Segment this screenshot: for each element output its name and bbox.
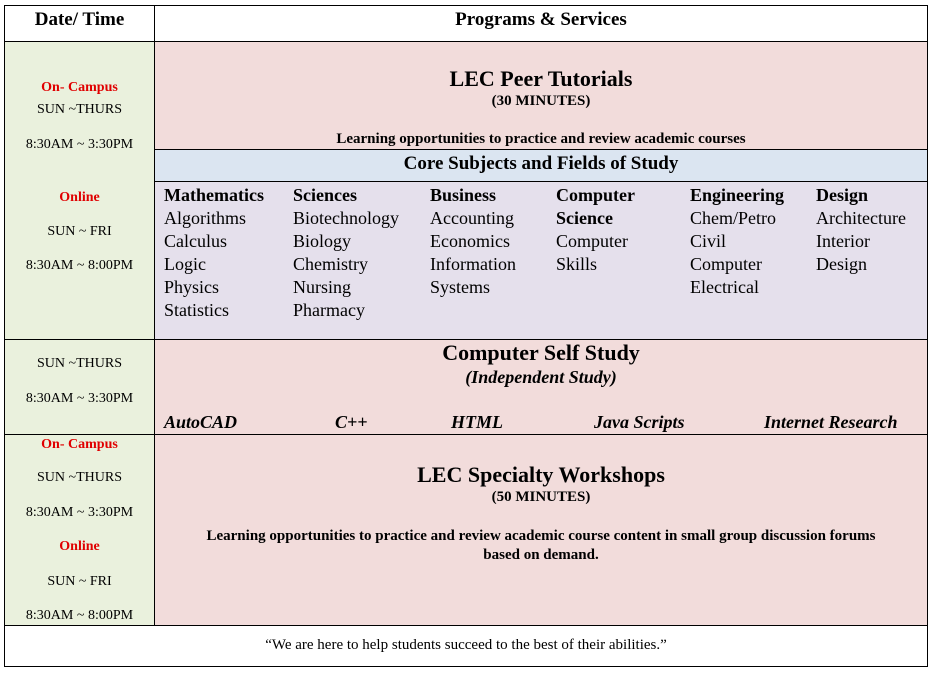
core-subjects-title: Core Subjects and Fields of Study [403, 153, 679, 174]
row3-schedule [5, 435, 154, 625]
subject-item: Civil [690, 231, 727, 251]
column-computer-science [556, 184, 635, 276]
self-study-hours: 8:30AM ~ 3:30PM [25, 391, 134, 406]
peer-tutorials-description: Learning opportunities to practice and review academic courses [336, 131, 746, 147]
subject-item: Interior [816, 231, 870, 251]
date-time-header: Date/ Time [34, 9, 125, 30]
self-study-subtitle: (Independent Study) [465, 367, 617, 387]
footer [5, 626, 927, 666]
subject-item: Pharmacy [293, 300, 365, 320]
workshops-description-line2: based on demand. [483, 547, 599, 563]
peer-tutorials-duration: (30 MINUTES) [491, 93, 591, 109]
subject-item: Skills [556, 254, 598, 274]
tool-html: HTML [451, 412, 503, 432]
column-head: Design [816, 185, 869, 205]
column-design [816, 184, 906, 276]
subject-item: Economics [430, 231, 510, 251]
column-business [430, 184, 516, 299]
subject-item: Calculus [164, 231, 227, 251]
subject-item: Architecture [816, 208, 906, 228]
subject-item: Electrical [690, 277, 759, 297]
subject-item: Physics [164, 277, 220, 297]
subject-item: Algorithms [164, 208, 247, 228]
subject-item: Accounting [430, 208, 514, 228]
subject-item: Nursing [293, 277, 351, 297]
subject-item: Design [816, 254, 867, 274]
tool-internet-research: Internet Research [764, 412, 898, 432]
column-head: Sciences [293, 185, 357, 205]
online-days: SUN ~ FRI [47, 224, 112, 239]
workshops-title: LEC Specialty Workshops [417, 462, 665, 487]
self-study-title: Computer Self Study [442, 340, 640, 365]
row2-schedule [5, 340, 154, 434]
footer-quote: “We are here to help students succeed to the best of their abilities.” [265, 637, 667, 653]
online-label: Online [59, 190, 100, 205]
subject-item: Computer [556, 231, 628, 251]
campus-days: SUN ~THURS [37, 102, 122, 117]
column-head: Science [556, 208, 613, 228]
online-hours: 8:30AM ~ 8:00PM [25, 608, 134, 623]
column-head: Engineering [690, 185, 785, 205]
core-subjects-title-box [155, 150, 927, 181]
subject-item: Statistics [164, 300, 230, 320]
online-hours: 8:30AM ~ 8:00PM [25, 258, 134, 273]
subject-item: Information [430, 254, 516, 274]
online-label: Online [59, 539, 100, 554]
subject-item: Systems [430, 277, 491, 297]
row1-schedule [5, 42, 154, 339]
tool-cpp: C++ [335, 412, 368, 432]
online-days: SUN ~ FRI [47, 574, 112, 589]
on-campus-label: On- Campus [41, 437, 118, 452]
subject-item: Computer [690, 254, 762, 274]
subject-item: Chem/Petro [690, 208, 776, 228]
on-campus-label: On- Campus [41, 80, 118, 95]
workshops [155, 435, 927, 625]
peer-tutorials-title: LEC Peer Tutorials [449, 66, 633, 91]
subject-item: Biotechnology [293, 208, 399, 228]
subject-item: Biology [293, 231, 352, 251]
self-study-days: SUN ~THURS [37, 356, 122, 371]
column-mathematics [164, 184, 264, 322]
campus-hours: 8:30AM ~ 3:30PM [25, 505, 134, 520]
peer-tutorials [155, 42, 927, 150]
subject-item: Logic [164, 254, 206, 274]
column-sciences [293, 184, 399, 322]
column-head: Business [430, 185, 497, 205]
column-head: Computer [556, 185, 635, 205]
campus-hours: 8:30AM ~ 3:30PM [25, 137, 134, 152]
workshops-duration: (50 MINUTES) [491, 489, 591, 505]
subject-item: Chemistry [293, 254, 368, 274]
tool-java-scripts: Java Scripts [594, 412, 685, 432]
campus-days: SUN ~THURS [37, 470, 122, 485]
column-engineering [690, 184, 784, 299]
core-band-bottom-line [155, 181, 927, 182]
programs-header: Programs & Services [455, 9, 627, 30]
tool-autocad: AutoCAD [164, 412, 238, 432]
column-head: Mathematics [164, 185, 264, 205]
workshops-description-line1: Learning opportunities to practice and review academic course content in small group discussion forums [206, 528, 876, 544]
